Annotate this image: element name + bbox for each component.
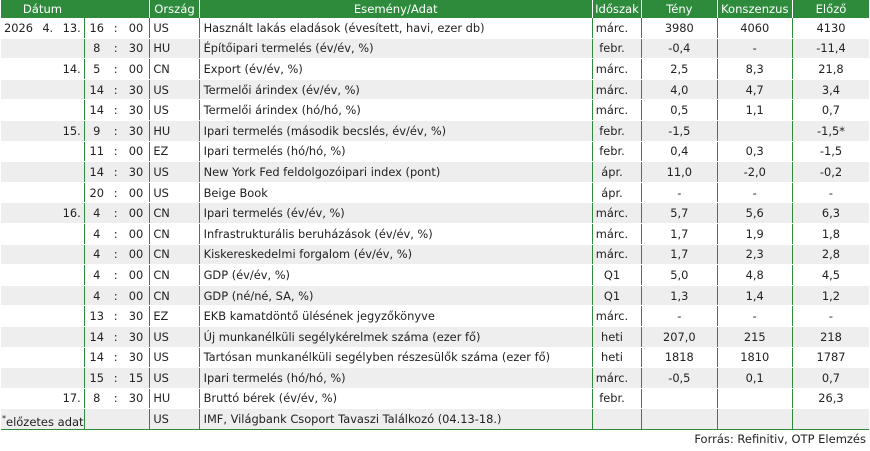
country-cell: EZ xyxy=(150,306,199,327)
period-cell: ápr. xyxy=(592,162,641,183)
day-cell xyxy=(59,38,84,59)
day-cell: 13. xyxy=(59,18,84,38)
minute-cell: 00 xyxy=(123,285,150,306)
period-cell: márc. xyxy=(592,306,641,327)
consensus-cell: 1,4 xyxy=(717,285,792,306)
hour-cell: 11 xyxy=(84,141,108,162)
consensus-cell: 1810 xyxy=(717,347,792,368)
hour-cell: 8 xyxy=(84,388,108,409)
year-cell xyxy=(1,388,36,409)
month-cell xyxy=(36,347,59,368)
hour-cell: 4 xyxy=(84,244,108,265)
day-cell xyxy=(59,223,84,244)
actual-cell: 1,3 xyxy=(642,285,717,306)
year-cell xyxy=(1,162,36,183)
month-cell xyxy=(36,79,59,100)
day-cell xyxy=(59,326,84,347)
table-row xyxy=(1,368,869,389)
period-cell: márc. xyxy=(592,368,641,389)
event-cell: Infrastrukturális beruházások (év/év, %) xyxy=(199,223,592,244)
previous-cell xyxy=(792,409,869,430)
table-row xyxy=(1,100,869,121)
table-row xyxy=(1,244,869,265)
month-cell xyxy=(36,368,59,389)
hour-cell: 20 xyxy=(84,182,108,203)
month-cell xyxy=(36,100,59,121)
time-separator xyxy=(109,409,123,430)
year-cell xyxy=(1,368,36,389)
minute-cell: 15 xyxy=(123,368,150,389)
year-cell xyxy=(1,203,36,224)
consensus-cell: 4,7 xyxy=(717,79,792,100)
year-cell xyxy=(1,182,36,203)
previous-cell: - xyxy=(792,306,869,327)
time-separator: : xyxy=(109,368,123,389)
footnote xyxy=(2,414,84,429)
year-cell xyxy=(1,347,36,368)
actual-cell: 1,7 xyxy=(642,223,717,244)
year-cell: 2026 xyxy=(1,18,36,38)
table-row xyxy=(1,38,869,59)
day-cell: 14. xyxy=(59,59,84,80)
event-cell: Ipari termelés (második becslés, év/év, %) xyxy=(199,120,592,141)
minute-cell: 30 xyxy=(123,38,150,59)
month-cell xyxy=(36,182,59,203)
month-cell xyxy=(36,203,59,224)
previous-cell: 6,3 xyxy=(792,203,869,224)
consensus-cell: - xyxy=(717,38,792,59)
actual-cell: 5,0 xyxy=(642,265,717,286)
hour-cell: 16 xyxy=(84,18,108,38)
month-cell xyxy=(36,388,59,409)
source-note: Forrás: Refinitiv, OTP Elemzés xyxy=(694,432,866,446)
day-cell: 16. xyxy=(59,203,84,224)
country-cell: US xyxy=(150,347,199,368)
actual-cell xyxy=(642,409,717,430)
minute-cell xyxy=(123,409,150,430)
country-cell: HU xyxy=(150,120,199,141)
minute-cell: 30 xyxy=(123,326,150,347)
country-cell: EZ xyxy=(150,141,199,162)
previous-cell: 218 xyxy=(792,326,869,347)
minute-cell: 30 xyxy=(123,120,150,141)
actual-cell: 0,4 xyxy=(642,141,717,162)
period-cell: márc. xyxy=(592,223,641,244)
consensus-cell: 8,3 xyxy=(717,59,792,80)
event-cell: Építőipari termelés (év/év, %) xyxy=(199,38,592,59)
minute-cell: 30 xyxy=(123,388,150,409)
time-separator: : xyxy=(109,223,123,244)
period-cell: febr. xyxy=(592,120,641,141)
actual-cell: 1818 xyxy=(642,347,717,368)
year-cell xyxy=(1,244,36,265)
year-cell xyxy=(1,265,36,286)
hour-cell: 14 xyxy=(84,162,108,183)
header-previous: Előző xyxy=(792,0,869,18)
header-consensus: Konszenzus xyxy=(717,0,792,18)
previous-cell: 4130 xyxy=(792,18,869,38)
consensus-cell: 1,1 xyxy=(717,100,792,121)
time-separator: : xyxy=(109,347,123,368)
table-row xyxy=(1,265,869,286)
actual-cell: - xyxy=(642,306,717,327)
event-cell: Bruttó bérek (év/év, %) xyxy=(199,388,592,409)
hour-cell: 4 xyxy=(84,285,108,306)
period-cell: heti xyxy=(592,347,641,368)
event-cell: Új munkanélküli segélykérelmek száma (ezer fő) xyxy=(199,326,592,347)
header-date: Dátum xyxy=(1,0,84,18)
actual-cell: - xyxy=(642,182,717,203)
consensus-cell: - xyxy=(717,306,792,327)
hour-cell xyxy=(84,409,108,430)
event-cell: Beige Book xyxy=(199,182,592,203)
day-cell xyxy=(59,244,84,265)
header-period: Időszak xyxy=(592,0,641,18)
table-row xyxy=(1,18,869,38)
month-cell xyxy=(36,223,59,244)
month-cell xyxy=(36,162,59,183)
year-cell xyxy=(1,100,36,121)
previous-cell: 26,3 xyxy=(792,388,869,409)
day-cell xyxy=(59,141,84,162)
period-cell: febr. xyxy=(592,388,641,409)
month-cell xyxy=(36,120,59,141)
previous-cell: 0,7 xyxy=(792,100,869,121)
hour-cell: 15 xyxy=(84,368,108,389)
actual-cell: 1,7 xyxy=(642,244,717,265)
year-cell xyxy=(1,223,36,244)
header-country: Ország xyxy=(150,0,199,18)
minute-cell: 30 xyxy=(123,162,150,183)
time-separator: : xyxy=(109,203,123,224)
hour-cell: 13 xyxy=(84,306,108,327)
consensus-cell: 5,6 xyxy=(717,203,792,224)
period-cell: márc. xyxy=(592,18,641,38)
previous-cell: -1,5 xyxy=(792,141,869,162)
actual-cell: 3980 xyxy=(642,18,717,38)
consensus-cell: 1,9 xyxy=(717,223,792,244)
period-cell: febr. xyxy=(592,38,641,59)
previous-cell: 4,5 xyxy=(792,265,869,286)
hour-cell: 9 xyxy=(84,120,108,141)
table-row xyxy=(1,306,869,327)
hour-cell: 14 xyxy=(84,326,108,347)
consensus-cell: 0,1 xyxy=(717,368,792,389)
month-cell xyxy=(36,285,59,306)
country-cell: HU xyxy=(150,38,199,59)
consensus-cell: 2,3 xyxy=(717,244,792,265)
period-cell: márc. xyxy=(592,59,641,80)
consensus-cell: 215 xyxy=(717,326,792,347)
previous-cell: 2,8 xyxy=(792,244,869,265)
month-cell xyxy=(36,38,59,59)
footnote-text: előzetes adat xyxy=(6,414,84,429)
country-cell: US xyxy=(150,368,199,389)
table-row xyxy=(1,162,869,183)
actual-cell: 5,7 xyxy=(642,203,717,224)
time-separator: : xyxy=(109,18,123,38)
consensus-cell xyxy=(717,388,792,409)
event-cell: Ipari termelés (hó/hó, %) xyxy=(199,368,592,389)
minute-cell: 00 xyxy=(123,182,150,203)
year-cell xyxy=(1,120,36,141)
time-separator: : xyxy=(109,59,123,80)
minute-cell: 30 xyxy=(123,79,150,100)
minute-cell: 00 xyxy=(123,265,150,286)
table-row xyxy=(1,203,869,224)
table-row xyxy=(1,388,869,409)
consensus-cell: - xyxy=(717,182,792,203)
day-cell xyxy=(59,306,84,327)
previous-cell: 1787 xyxy=(792,347,869,368)
time-separator: : xyxy=(109,120,123,141)
header-time xyxy=(84,0,149,18)
table-row xyxy=(1,141,869,162)
time-separator: : xyxy=(109,244,123,265)
country-cell: US xyxy=(150,18,199,38)
actual-cell: 2,5 xyxy=(642,59,717,80)
period-cell xyxy=(592,409,641,430)
year-cell xyxy=(1,38,36,59)
year-cell xyxy=(1,306,36,327)
period-cell: Q1 xyxy=(592,285,641,306)
country-cell: CN xyxy=(150,265,199,286)
year-cell xyxy=(1,326,36,347)
previous-cell: -11,4 xyxy=(792,38,869,59)
table-row xyxy=(1,409,869,430)
country-cell: US xyxy=(150,409,199,430)
table-row xyxy=(1,326,869,347)
period-cell: márc. xyxy=(592,79,641,100)
time-separator: : xyxy=(109,306,123,327)
event-cell: Kiskereskedelmi forgalom (év/év, %) xyxy=(199,244,592,265)
year-cell xyxy=(1,79,36,100)
table-row xyxy=(1,347,869,368)
event-cell: EKB kamatdöntő ülésének jegyzőkönyve xyxy=(199,306,592,327)
consensus-cell: 4060 xyxy=(717,18,792,38)
country-cell: CN xyxy=(150,285,199,306)
day-cell xyxy=(59,368,84,389)
hour-cell: 4 xyxy=(84,203,108,224)
month-cell xyxy=(36,306,59,327)
actual-cell: -0,5 xyxy=(642,368,717,389)
period-cell: febr. xyxy=(592,141,641,162)
table-row xyxy=(1,285,869,306)
economic-calendar-table xyxy=(1,0,869,430)
day-cell: 17. xyxy=(59,388,84,409)
time-separator: : xyxy=(109,265,123,286)
consensus-cell: -2,0 xyxy=(717,162,792,183)
period-cell: márc. xyxy=(592,244,641,265)
period-cell: márc. xyxy=(592,203,641,224)
time-separator: : xyxy=(109,182,123,203)
country-cell: US xyxy=(150,79,199,100)
table-row xyxy=(1,79,869,100)
table-row xyxy=(1,223,869,244)
country-cell: CN xyxy=(150,59,199,80)
previous-cell: -0,2 xyxy=(792,162,869,183)
previous-cell: 1,8 xyxy=(792,223,869,244)
country-cell: US xyxy=(150,182,199,203)
hour-cell: 4 xyxy=(84,265,108,286)
event-cell: Ipari termelés (év/év, %) xyxy=(199,203,592,224)
consensus-cell xyxy=(717,120,792,141)
year-cell xyxy=(1,59,36,80)
minute-cell: 00 xyxy=(123,203,150,224)
month-cell xyxy=(36,141,59,162)
country-cell: CN xyxy=(150,203,199,224)
month-cell xyxy=(36,244,59,265)
year-cell xyxy=(1,141,36,162)
table-row xyxy=(1,59,869,80)
hour-cell: 14 xyxy=(84,79,108,100)
actual-cell: -1,5 xyxy=(642,120,717,141)
hour-cell: 14 xyxy=(84,347,108,368)
day-cell xyxy=(59,285,84,306)
hour-cell: 5 xyxy=(84,59,108,80)
previous-cell: - xyxy=(792,182,869,203)
day-cell: 15. xyxy=(59,120,84,141)
event-cell: Export (év/év, %) xyxy=(199,59,592,80)
event-cell: Tartósan munkanélküli segélyben részesülők száma (ezer fő) xyxy=(199,347,592,368)
day-cell xyxy=(59,162,84,183)
previous-cell: -1,5* xyxy=(792,120,869,141)
actual-cell: 207,0 xyxy=(642,326,717,347)
period-cell: Q1 xyxy=(592,265,641,286)
hour-cell: 14 xyxy=(84,100,108,121)
previous-cell: 0,7 xyxy=(792,368,869,389)
event-cell: New York Fed feldolgozóipari index (pont) xyxy=(199,162,592,183)
consensus-cell xyxy=(717,409,792,430)
hour-cell: 8 xyxy=(84,38,108,59)
hour-cell: 4 xyxy=(84,223,108,244)
minute-cell: 30 xyxy=(123,100,150,121)
footnote-mark: * xyxy=(2,414,6,423)
event-cell: IMF, Világbank Csoport Tavaszi Találkozó (04.13-18.) xyxy=(199,409,592,430)
event-cell: Használt lakás eladások (évesített, havi, ezer db) xyxy=(199,18,592,38)
minute-cell: 30 xyxy=(123,306,150,327)
previous-cell: 1,2 xyxy=(792,285,869,306)
minute-cell: 00 xyxy=(123,18,150,38)
day-cell xyxy=(59,100,84,121)
country-cell: CN xyxy=(150,244,199,265)
header-row xyxy=(1,0,869,18)
country-cell: US xyxy=(150,326,199,347)
period-cell: heti xyxy=(592,326,641,347)
actual-cell: 11,0 xyxy=(642,162,717,183)
header-actual: Tény xyxy=(642,0,717,18)
minute-cell: 30 xyxy=(123,347,150,368)
time-separator: : xyxy=(109,38,123,59)
consensus-cell: 4,8 xyxy=(717,265,792,286)
minute-cell: 00 xyxy=(123,244,150,265)
period-cell: ápr. xyxy=(592,182,641,203)
period-cell: márc. xyxy=(592,100,641,121)
time-separator: : xyxy=(109,388,123,409)
time-separator: : xyxy=(109,79,123,100)
time-separator: : xyxy=(109,326,123,347)
country-cell: US xyxy=(150,162,199,183)
country-cell: US xyxy=(150,100,199,121)
country-cell: CN xyxy=(150,223,199,244)
time-separator: : xyxy=(109,162,123,183)
minute-cell: 00 xyxy=(123,141,150,162)
year-cell xyxy=(1,285,36,306)
consensus-cell: 0,3 xyxy=(717,141,792,162)
time-separator: : xyxy=(109,141,123,162)
table-row xyxy=(1,182,869,203)
day-cell xyxy=(59,265,84,286)
previous-cell: 21,8 xyxy=(792,59,869,80)
time-separator: : xyxy=(109,285,123,306)
event-cell: GDP (év/év, %) xyxy=(199,265,592,286)
actual-cell: 4,0 xyxy=(642,79,717,100)
day-cell xyxy=(59,79,84,100)
event-cell: Termelői árindex (év/év, %) xyxy=(199,79,592,100)
previous-cell: 3,4 xyxy=(792,79,869,100)
event-cell: Termelői árindex (hó/hó, %) xyxy=(199,100,592,121)
day-cell xyxy=(59,182,84,203)
day-cell xyxy=(59,347,84,368)
time-separator: : xyxy=(109,100,123,121)
header-event: Esemény/Adat xyxy=(199,0,592,18)
actual-cell: 0,5 xyxy=(642,100,717,121)
month-cell xyxy=(36,59,59,80)
event-cell: GDP (né/né, SA, %) xyxy=(199,285,592,306)
event-cell: Ipari termelés (hó/hó, %) xyxy=(199,141,592,162)
country-cell: HU xyxy=(150,388,199,409)
minute-cell: 00 xyxy=(123,59,150,80)
month-cell xyxy=(36,326,59,347)
table-row xyxy=(1,120,869,141)
month-cell: 4. xyxy=(36,18,59,38)
actual-cell xyxy=(642,388,717,409)
actual-cell: -0,4 xyxy=(642,38,717,59)
month-cell xyxy=(36,265,59,286)
table-body xyxy=(1,18,869,429)
minute-cell: 00 xyxy=(123,223,150,244)
